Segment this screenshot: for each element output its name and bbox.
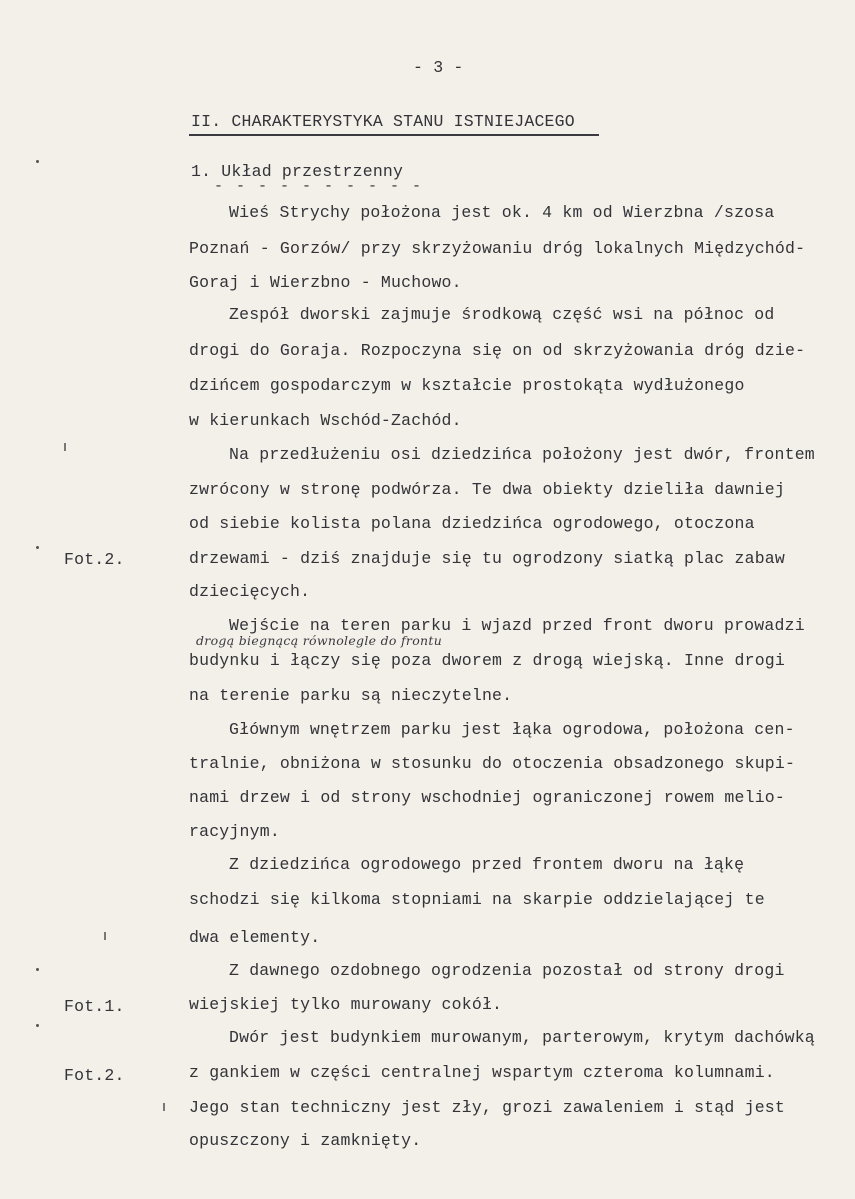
section-title-underline: - - - - - - - - - -: [214, 178, 424, 195]
text-line: w kierunkach Wschód-Zachód.: [189, 411, 462, 430]
page-number: - 3 -: [413, 58, 464, 77]
text-line: Goraj i Wierzbno - Muchowo.: [189, 273, 462, 292]
text-line: Głównym wnętrzem parku jest łąka ogrodowa, położona cen-: [229, 720, 795, 739]
margin-note: Fot.2.: [64, 1066, 125, 1085]
section-title: 1. Układ przestrzenny: [191, 162, 404, 181]
paper-mark: [104, 932, 106, 940]
text-line: zwrócony w stronę podwórza. Te dwa obiekty dzieliła dawniej: [189, 480, 785, 499]
text-line: tralnie, obniżona w stosunku do otoczenia obsadzonego skupi-: [189, 754, 796, 773]
margin-note: Fot.2.: [64, 550, 125, 569]
text-line: Poznań - Gorzów/ przy skrzyżowaniu dróg lokalnych Międzychód-: [189, 239, 806, 258]
text-line: Z dawnego ozdobnego ogrodzenia pozostał od strony drogi: [229, 961, 785, 980]
text-line: Z dziedzińca ogrodowego przed frontem dworu na łąkę: [229, 855, 745, 874]
handwritten-insert: drogą biegnącą równolegle do frontu: [196, 633, 443, 648]
chapter-heading: II. CHARAKTERYSTYKA STANU ISTNIEJACEGO: [191, 112, 575, 131]
text-line: na terenie parku są nieczytelne.: [189, 686, 513, 705]
punch-mark: [36, 160, 39, 163]
text-line: wiejskiej tylko murowany cokół.: [189, 995, 503, 1014]
text-line: racyjnym.: [189, 822, 280, 841]
text-line: Dwór jest budynkiem murowanym, parterowym, krytym dachówką: [229, 1028, 815, 1047]
text-line: nami drzew i od strony wschodniej ograniczonej rowem melio-: [189, 788, 785, 807]
text-line: budynku i łączy się poza dworem z drogą wiejską. Inne drogi: [189, 651, 785, 670]
text-line: opuszczony i zamknięty.: [189, 1131, 422, 1150]
punch-mark: [36, 1024, 39, 1027]
text-line: dziecięcych.: [189, 582, 311, 601]
text-line: Wieś Strychy położona jest ok. 4 km od Wierzbna /szosa: [229, 203, 775, 222]
text-line: drzewami - dziś znajduje się tu ogrodzony siatką plac zabaw: [189, 549, 785, 568]
text-line: dwa elementy.: [189, 928, 321, 947]
paper-mark: [64, 443, 66, 451]
punch-mark: [36, 968, 39, 971]
text-line: Jego stan techniczny jest zły, grozi zawaleniem i stąd jest: [189, 1098, 785, 1117]
heading-underline: [189, 134, 599, 136]
text-line: dzińcem gospodarczym w kształcie prostokąta wydłużonego: [189, 376, 745, 395]
text-line: Na przedłużeniu osi dziedzińca położony jest dwór, frontem: [229, 445, 815, 464]
paper-mark: [163, 1103, 165, 1111]
text-line: Zespół dworski zajmuje środkową część wsi na północ od: [229, 305, 775, 324]
text-line: z gankiem w części centralnej wspartym czteroma kolumnami.: [189, 1063, 775, 1082]
text-line: drogi do Goraja. Rozpoczyna się on od skrzyżowania dróg dzie-: [189, 341, 806, 360]
text-line: schodzi się kilkoma stopniami na skarpie oddzielającej te: [189, 890, 765, 909]
punch-mark: [36, 546, 39, 549]
text-line: od siebie kolista polana dziedzińca ogrodowego, otoczona: [189, 514, 755, 533]
text-line: Wejście na teren parku i wjazd przed front dworu prowadzi: [229, 616, 805, 635]
margin-note: Fot.1.: [64, 997, 125, 1016]
